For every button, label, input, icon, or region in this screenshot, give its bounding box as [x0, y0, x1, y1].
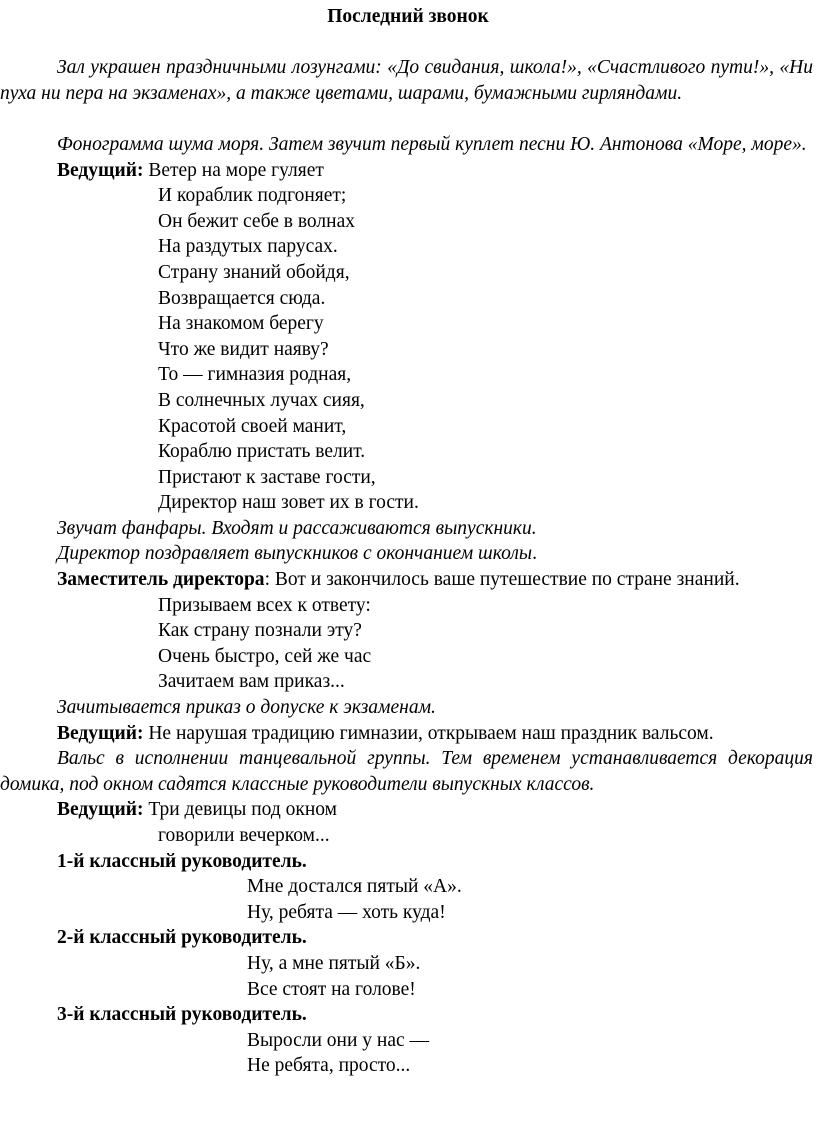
host-line: [0, 158, 816, 184]
poem-line: Красотой своей манит,: [158, 415, 347, 437]
host-first-line: Ветер на море гуляет: [148, 159, 324, 181]
speaker-label: 1-й классный руководитель.: [57, 850, 307, 872]
stage-direction: Зачитывается приказ о допуске к экзаменам.: [57, 697, 436, 719]
host-label: Ведущий:: [57, 799, 144, 821]
speaker-label: 3-й классный руководитель.: [57, 1004, 307, 1026]
poem-line: То — гимназия родная,: [158, 364, 352, 386]
stage-direction-paragraph: Вальс в исполнении танцевальной группы. Тем временем устанавливается декорация домика, под окном садятся классные руководители выпускных классов.: [0, 748, 813, 795]
poem-line: Директор наш зовет их в гости.: [158, 492, 419, 514]
poem-line: говорили вечерком...: [158, 825, 330, 846]
poem-line: Кораблю пристать велит.: [158, 441, 366, 463]
deputy-paragraph: [0, 567, 816, 593]
speaker-label: 2-й классный руководитель.: [57, 927, 307, 949]
poem-line: Зачитаем вам приказ...: [158, 671, 345, 693]
blank-line: [0, 106, 816, 132]
host-line: [0, 797, 816, 823]
poem-line: Мне достался пятый «А».: [247, 876, 462, 898]
poem-line: На раздутых парусах.: [158, 236, 338, 258]
host-label: Ведущий:: [57, 159, 144, 181]
stage-direction-line: [0, 541, 816, 567]
document-title: Последний звонок: [327, 6, 489, 27]
poem-line: И кораблик подгоняет;: [158, 185, 347, 207]
host-text: Не нарушая традицию гимназии, открываем наш праздник вальсом.: [143, 722, 714, 744]
deputy-text: Вот и закончилось ваше путешествие по стране знаний.: [269, 569, 740, 591]
host-text: Три девицы под окном: [143, 799, 337, 821]
intro-paragraph: Зал украшен праздничными лозунгами: «До свидания, школа!», «Счастливого пути!», «Ни пуха ни пера на экзаменах», а также цветами, шарами, бумажными гирляндами.: [0, 57, 813, 104]
poem-line: Что же видит наяву?: [158, 338, 329, 360]
deputy-colon: :: [264, 569, 270, 591]
poem-line: Как страну познали эту?: [158, 620, 362, 642]
host-line: [0, 721, 816, 747]
poem-line: Очень быстро, сей же час: [158, 645, 372, 667]
deputy-label: Заместитель директора: [57, 569, 265, 591]
stage-direction: Директор поздравляет выпускников с окончанием школы: [57, 543, 533, 565]
poem-line: Все стоят на голове!: [247, 978, 416, 1000]
stage-direction: Звучат фанфары. Входят и рассаживаются выпускники.: [57, 517, 537, 539]
poem-line: Страну знаний обойдя,: [158, 261, 350, 283]
poem-line: Он бежит себе в волнах: [158, 210, 355, 232]
poem-line: На знакомом берегу: [158, 313, 324, 335]
blank-line: [0, 30, 816, 56]
stage-direction-end: .: [532, 543, 537, 565]
poem-line: Пристают к заставе гости,: [158, 466, 376, 488]
phonogram-paragraph: Фонограмма шума моря. Затем звучит первый куплет песни Ю. Антонова «Море, море».: [57, 133, 807, 155]
poem-line: Выросли они у нас —: [247, 1029, 430, 1051]
poem-line: В солнечных лучах сияя,: [158, 389, 365, 411]
poem-line: Ну, ребята — хоть куда!: [247, 901, 446, 923]
poem-line: Ну, а мне пятый «Б».: [247, 952, 421, 974]
poem-line: Возвращается сюда.: [158, 287, 326, 309]
poem-line: Не ребята, просто...: [247, 1055, 411, 1077]
poem-line: Призываем всех к ответу:: [158, 594, 371, 616]
host-label: Ведущий:: [57, 722, 144, 744]
